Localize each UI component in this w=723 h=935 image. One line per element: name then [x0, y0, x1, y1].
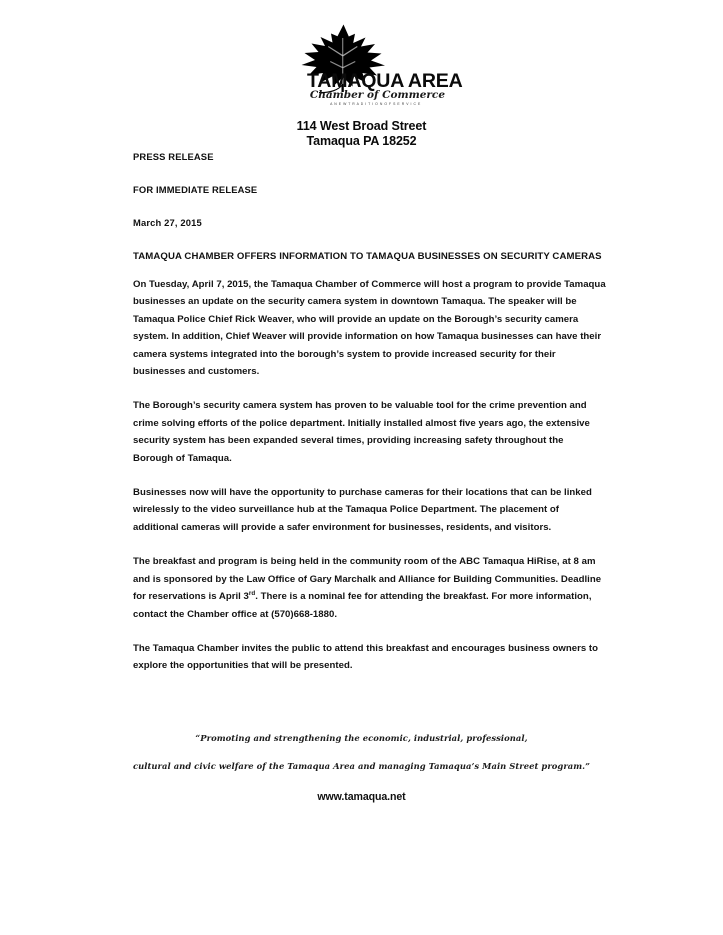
for-immediate-release-label: FOR IMMEDIATE RELEASE	[133, 184, 258, 195]
ordinal-suffix: rd	[248, 589, 256, 597]
address-line-2: Tamaqua PA 18252	[306, 133, 417, 148]
body-paragraph-1: On Tuesday, April 7, 2015, the Tamaqua Chamber of Commerce will host a program to provide Tamaqua businesses an update on the security camera system in downtown Tamaqua. The speaker will be Tamaqua Police Chief Rick Weaver, who will provide an update on the Borough’s security camera system. In addition, Chief Weaver will provide information on how Tamaqua businesses can have their camera systems integrated into the borough’s system to provide increased security for their businesses and customers.	[133, 279, 606, 378]
paragraph-list	[133, 276, 606, 675]
release-date: March 27, 2015	[133, 217, 202, 228]
address-line-1: 114 West Broad Street	[296, 119, 427, 133]
footer-tagline-line-1: “Promoting and strengthening the economic, industrial, professional,	[195, 733, 528, 743]
logo-mark	[287, 22, 463, 106]
logo-caption-text: A N E W T R A D I T I O N O F S E R V I C E	[330, 102, 421, 106]
logo-script-text: Chamber of Commerce	[309, 90, 445, 101]
document-footer	[0, 733, 723, 803]
logo-wordmark: TAMAQUA AREA	[306, 71, 463, 92]
paragraph-4-text-before: The breakfast and program is being held in the community room of the ABC Tamaqua HiRise, at 8 am and is sponsored by the Law Office of Gary Marchalk and Alliance for Building Communities. Deadline for reservations is April 3	[133, 556, 602, 603]
document-body	[133, 151, 606, 672]
letterhead-address	[287, 119, 437, 148]
press-release-label: PRESS RELEASE	[133, 151, 214, 162]
letterhead	[0, 22, 723, 150]
body-paragraph-5: The Tamaqua Chamber invites the public to attend this breakfast and encourages business owners to explore the opportunities that will be presented.	[133, 642, 599, 672]
body-paragraph-2: The Borough’s security camera system has proven to be valuable tool for the crime prevention and crime solving efforts of the police department. Initially installed almost five years ago, the extensive security system has been expanded several times, providing increasing safety throughout the Borough of Tamaqua.	[133, 400, 590, 464]
footer-website-link[interactable]: www.tamaqua.net	[317, 791, 406, 803]
body-paragraph-4	[133, 553, 606, 623]
chamber-logo	[287, 22, 463, 148]
paragraph-4-text-after: . There is a nominal fee for attending the breakfast. For more information, contact the Chamber office at (570)668-1880.	[133, 591, 592, 620]
footer-tagline-line-2: cultural and civic welfare of the Tamaqua Area and managing Tamaqua’s Main Street program.”	[132, 761, 591, 771]
body-paragraph-3: Businesses now will have the opportunity to purchase cameras for their locations that can be linked wirelessly to the video surveillance hub at the Tamaqua Police Department. The placement of additional cameras will provide a safer environment for businesses, residents, and visitors.	[133, 487, 592, 533]
page-title: TAMAQUA CHAMBER OFFERS INFORMATION TO TAMAQUA BUSINESSES ON SECURITY CAMERAS	[133, 251, 602, 262]
